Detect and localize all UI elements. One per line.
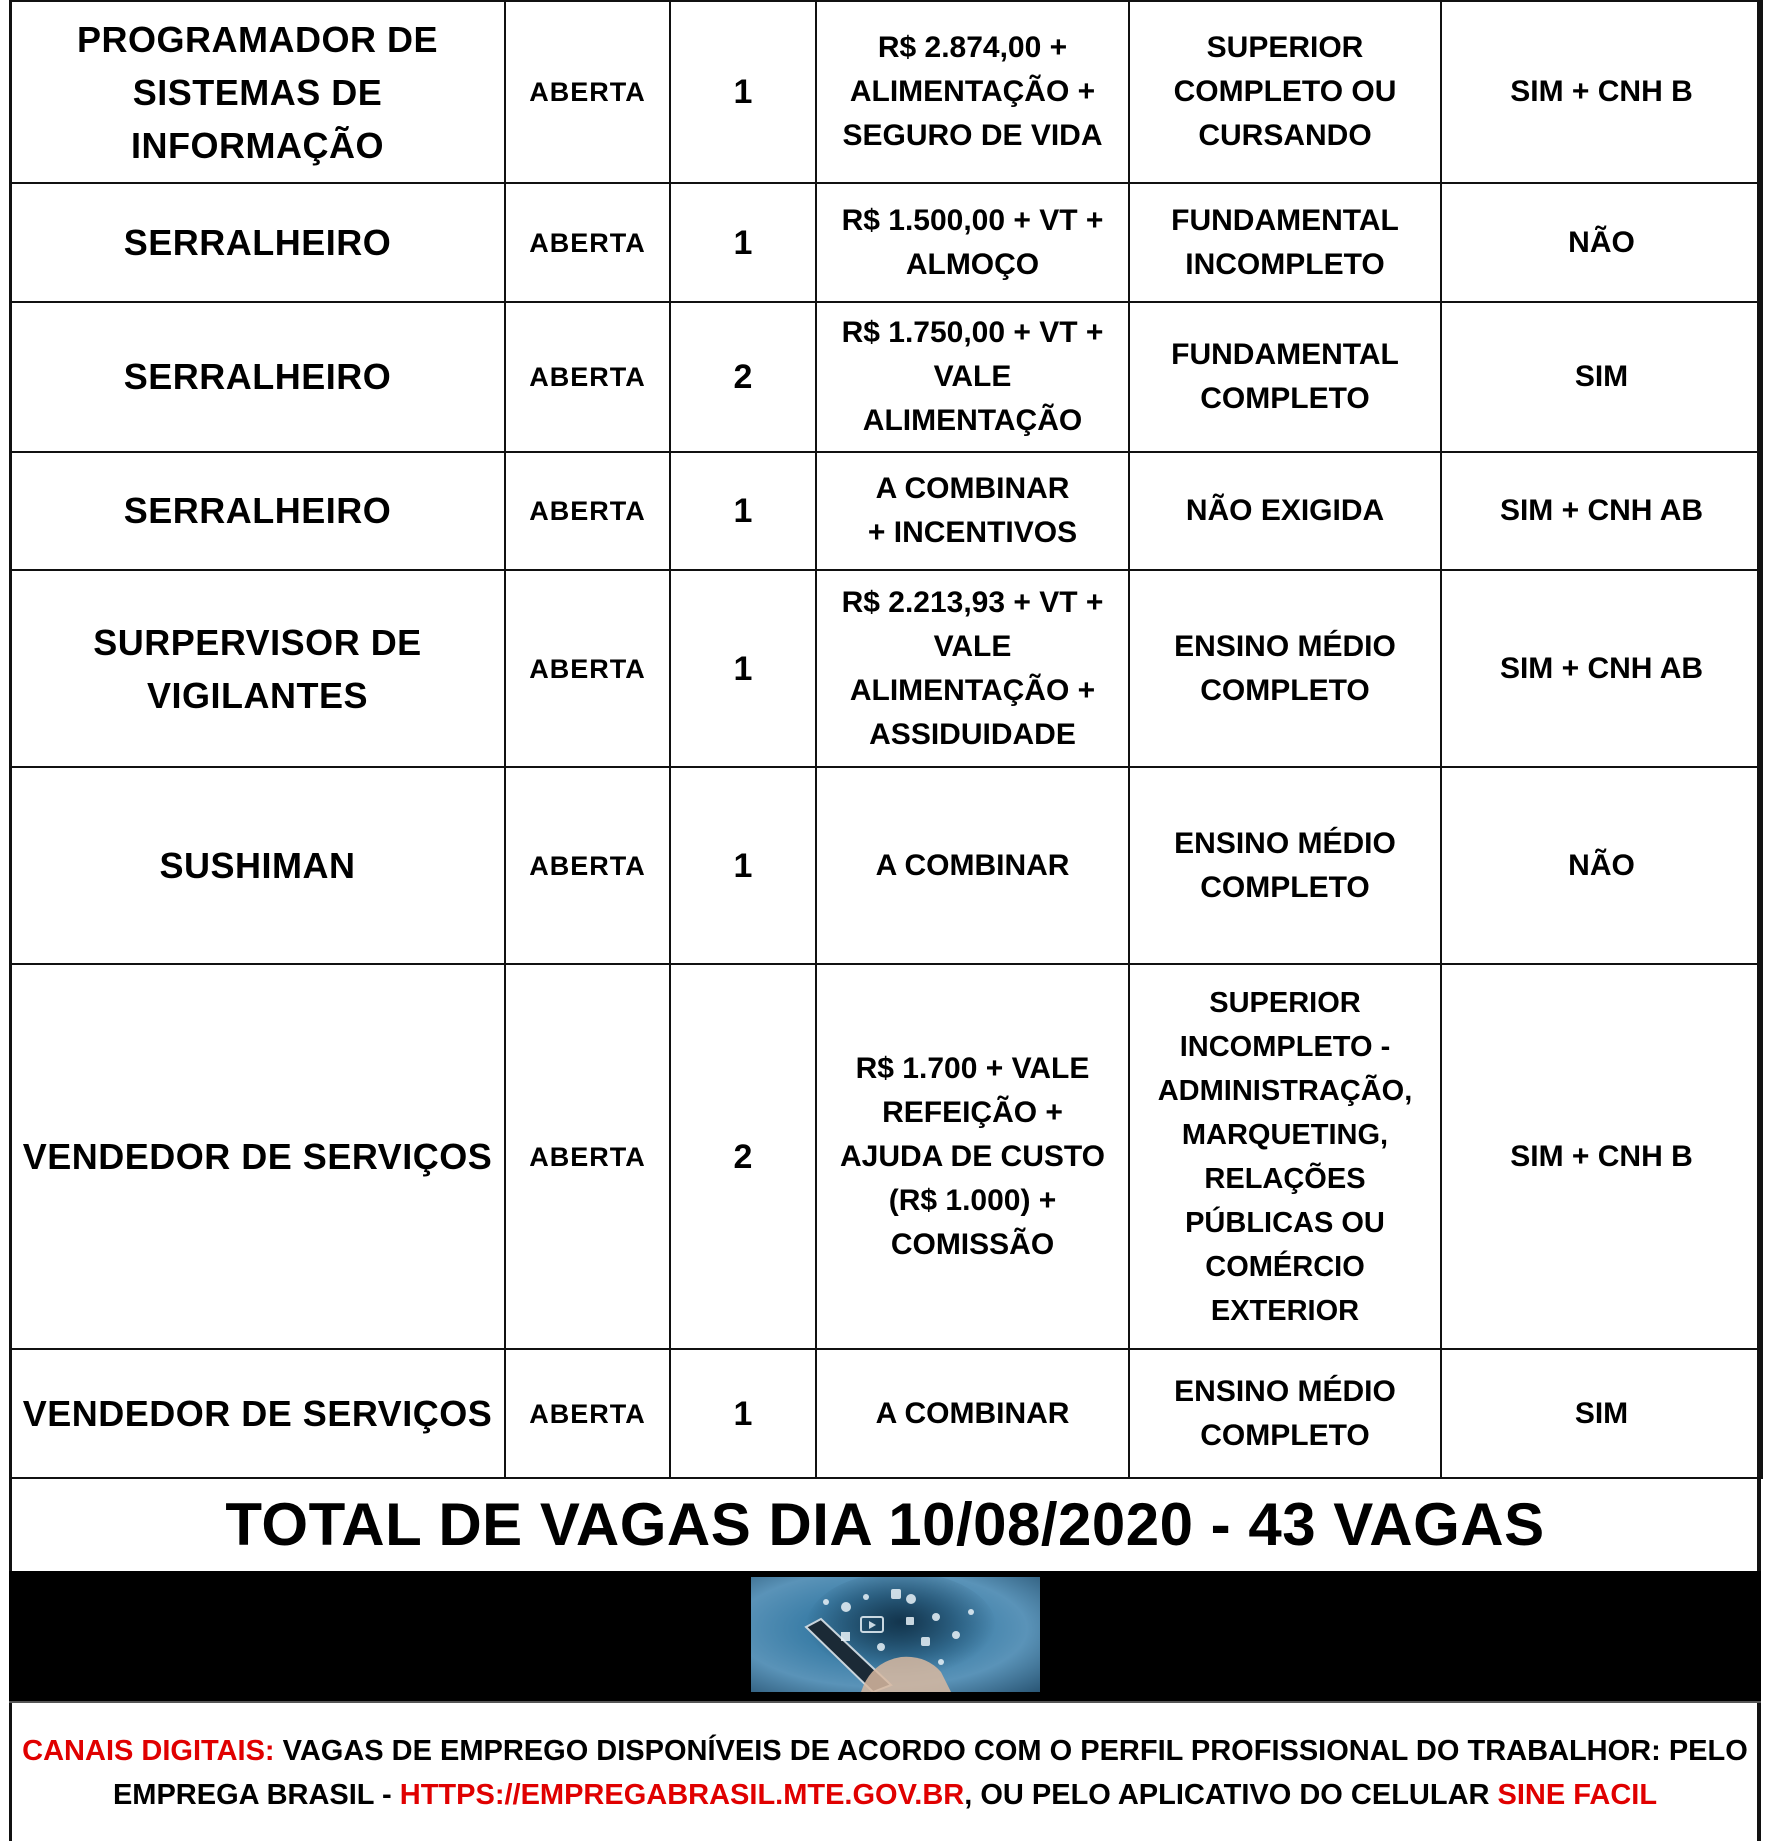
salary-cell: R$ 2.874,00 + ALIMENTAÇÃO + SEGURO DE VIDA bbox=[816, 1, 1129, 183]
salary-cell: A COMBINAR bbox=[816, 767, 1129, 964]
education-cell: SUPERIOR INCOMPLETO - ADMINISTRAÇÃO, MARQUETING, RELAÇÕES PÚBLICAS OU COMÉRCIO EXTERIOR bbox=[1129, 964, 1441, 1349]
salary-cell: A COMBINAR bbox=[816, 1349, 1129, 1478]
table-row bbox=[10, 767, 1762, 964]
table-row bbox=[10, 964, 1762, 1349]
status-cell: ABERTA bbox=[505, 767, 670, 964]
experience-cell: NÃO bbox=[1441, 183, 1762, 302]
status-cell: ABERTA bbox=[505, 302, 670, 452]
education-cell: ENSINO MÉDIO COMPLETO bbox=[1129, 570, 1441, 767]
role-cell: SERRALHEIRO bbox=[10, 452, 505, 570]
quantity-cell: 1 bbox=[670, 452, 816, 570]
salary-cell: R$ 1.750,00 + VT + VALE ALIMENTAÇÃO bbox=[816, 302, 1129, 452]
table-row bbox=[10, 183, 1762, 302]
table-row bbox=[10, 452, 1762, 570]
footer-line-1 bbox=[22, 1729, 1748, 1773]
role-cell: SURPERVISOR DE VIGILANTES bbox=[10, 570, 505, 767]
quantity-cell: 1 bbox=[670, 570, 816, 767]
emprega-brasil-link[interactable]: HTTPS://EMPREGABRASIL.MTE.GOV.BR bbox=[399, 1779, 965, 1811]
experience-cell: SIM + CNH AB bbox=[1441, 452, 1762, 570]
status-cell: ABERTA bbox=[505, 570, 670, 767]
experience-cell: SIM bbox=[1441, 302, 1762, 452]
experience-cell: SIM bbox=[1441, 1349, 1762, 1478]
experience-cell: SIM + CNH B bbox=[1441, 1, 1762, 183]
quantity-cell: 2 bbox=[670, 964, 816, 1349]
salary-cell: R$ 1.700 + VALE REFEIÇÃO + AJUDA DE CUSTO (R$ 1.000) + COMISSÃO bbox=[816, 964, 1129, 1349]
table-row bbox=[10, 570, 1762, 767]
role-cell: VENDEDOR DE SERVIÇOS bbox=[10, 1349, 505, 1478]
footer-text-1: VAGAS DE EMPREGO DISPONÍVEIS DE ACORDO COM O PERFIL PROFISSIONAL DO TRABALHOR: PELO bbox=[274, 1735, 1748, 1767]
salary-cell: R$ 2.213,93 + VT + VALE ALIMENTAÇÃO + ASSIDUIDADE bbox=[816, 570, 1129, 767]
status-cell: ABERTA bbox=[505, 1349, 670, 1478]
digital-channels-footer bbox=[9, 1701, 1761, 1843]
experience-cell: SIM + CNH AB bbox=[1441, 570, 1762, 767]
education-cell: NÃO EXIGIDA bbox=[1129, 452, 1441, 570]
education-cell: ENSINO MÉDIO COMPLETO bbox=[1129, 767, 1441, 964]
footer-text-3: , OU PELO APLICATIVO DO CELULAR bbox=[964, 1779, 1498, 1811]
role-cell: VENDEDOR DE SERVIÇOS bbox=[10, 964, 505, 1349]
role-cell: SERRALHEIRO bbox=[10, 302, 505, 452]
table-row bbox=[10, 302, 1762, 452]
table-row bbox=[10, 1349, 1762, 1478]
quantity-cell: 1 bbox=[670, 1, 816, 183]
quantity-cell: 1 bbox=[670, 1349, 816, 1478]
experience-cell: SIM + CNH B bbox=[1441, 964, 1762, 1349]
education-cell: SUPERIOR COMPLETO OU CURSANDO bbox=[1129, 1, 1441, 183]
sine-facil-app-name: SINE FACIL bbox=[1497, 1779, 1658, 1811]
education-cell: ENSINO MÉDIO COMPLETO bbox=[1129, 1349, 1441, 1478]
role-cell: SERRALHEIRO bbox=[10, 183, 505, 302]
quantity-cell: 2 bbox=[670, 302, 816, 452]
status-cell: ABERTA bbox=[505, 183, 670, 302]
salary-cell: R$ 1.500,00 + VT + ALMOÇO bbox=[816, 183, 1129, 302]
role-cell: PROGRAMADOR DE SISTEMAS DE INFORMAÇÃO bbox=[10, 1, 505, 183]
footer-text-2: EMPREGA BRASIL - bbox=[112, 1779, 400, 1811]
status-cell: ABERTA bbox=[505, 964, 670, 1349]
quantity-cell: 1 bbox=[670, 767, 816, 964]
education-cell: FUNDAMENTAL INCOMPLETO bbox=[1129, 183, 1441, 302]
status-cell: ABERTA bbox=[505, 1, 670, 183]
quantity-cell: 1 bbox=[670, 183, 816, 302]
role-cell: SUSHIMAN bbox=[10, 767, 505, 964]
table-row bbox=[10, 1, 1762, 183]
smartphone-apps-icon bbox=[751, 1577, 1040, 1692]
job-openings-table bbox=[9, 0, 1763, 1479]
channels-label: CANAIS DIGITAIS: bbox=[22, 1735, 275, 1767]
status-cell: ABERTA bbox=[505, 452, 670, 570]
experience-cell: NÃO bbox=[1441, 767, 1762, 964]
footer-line-2 bbox=[113, 1773, 1657, 1817]
total-vacancies-heading: TOTAL DE VAGAS DIA 10/08/2020 - 43 VAGAS bbox=[225, 1490, 1545, 1558]
salary-cell: A COMBINAR + INCENTIVOS bbox=[816, 452, 1129, 570]
education-cell: FUNDAMENTAL COMPLETO bbox=[1129, 302, 1441, 452]
